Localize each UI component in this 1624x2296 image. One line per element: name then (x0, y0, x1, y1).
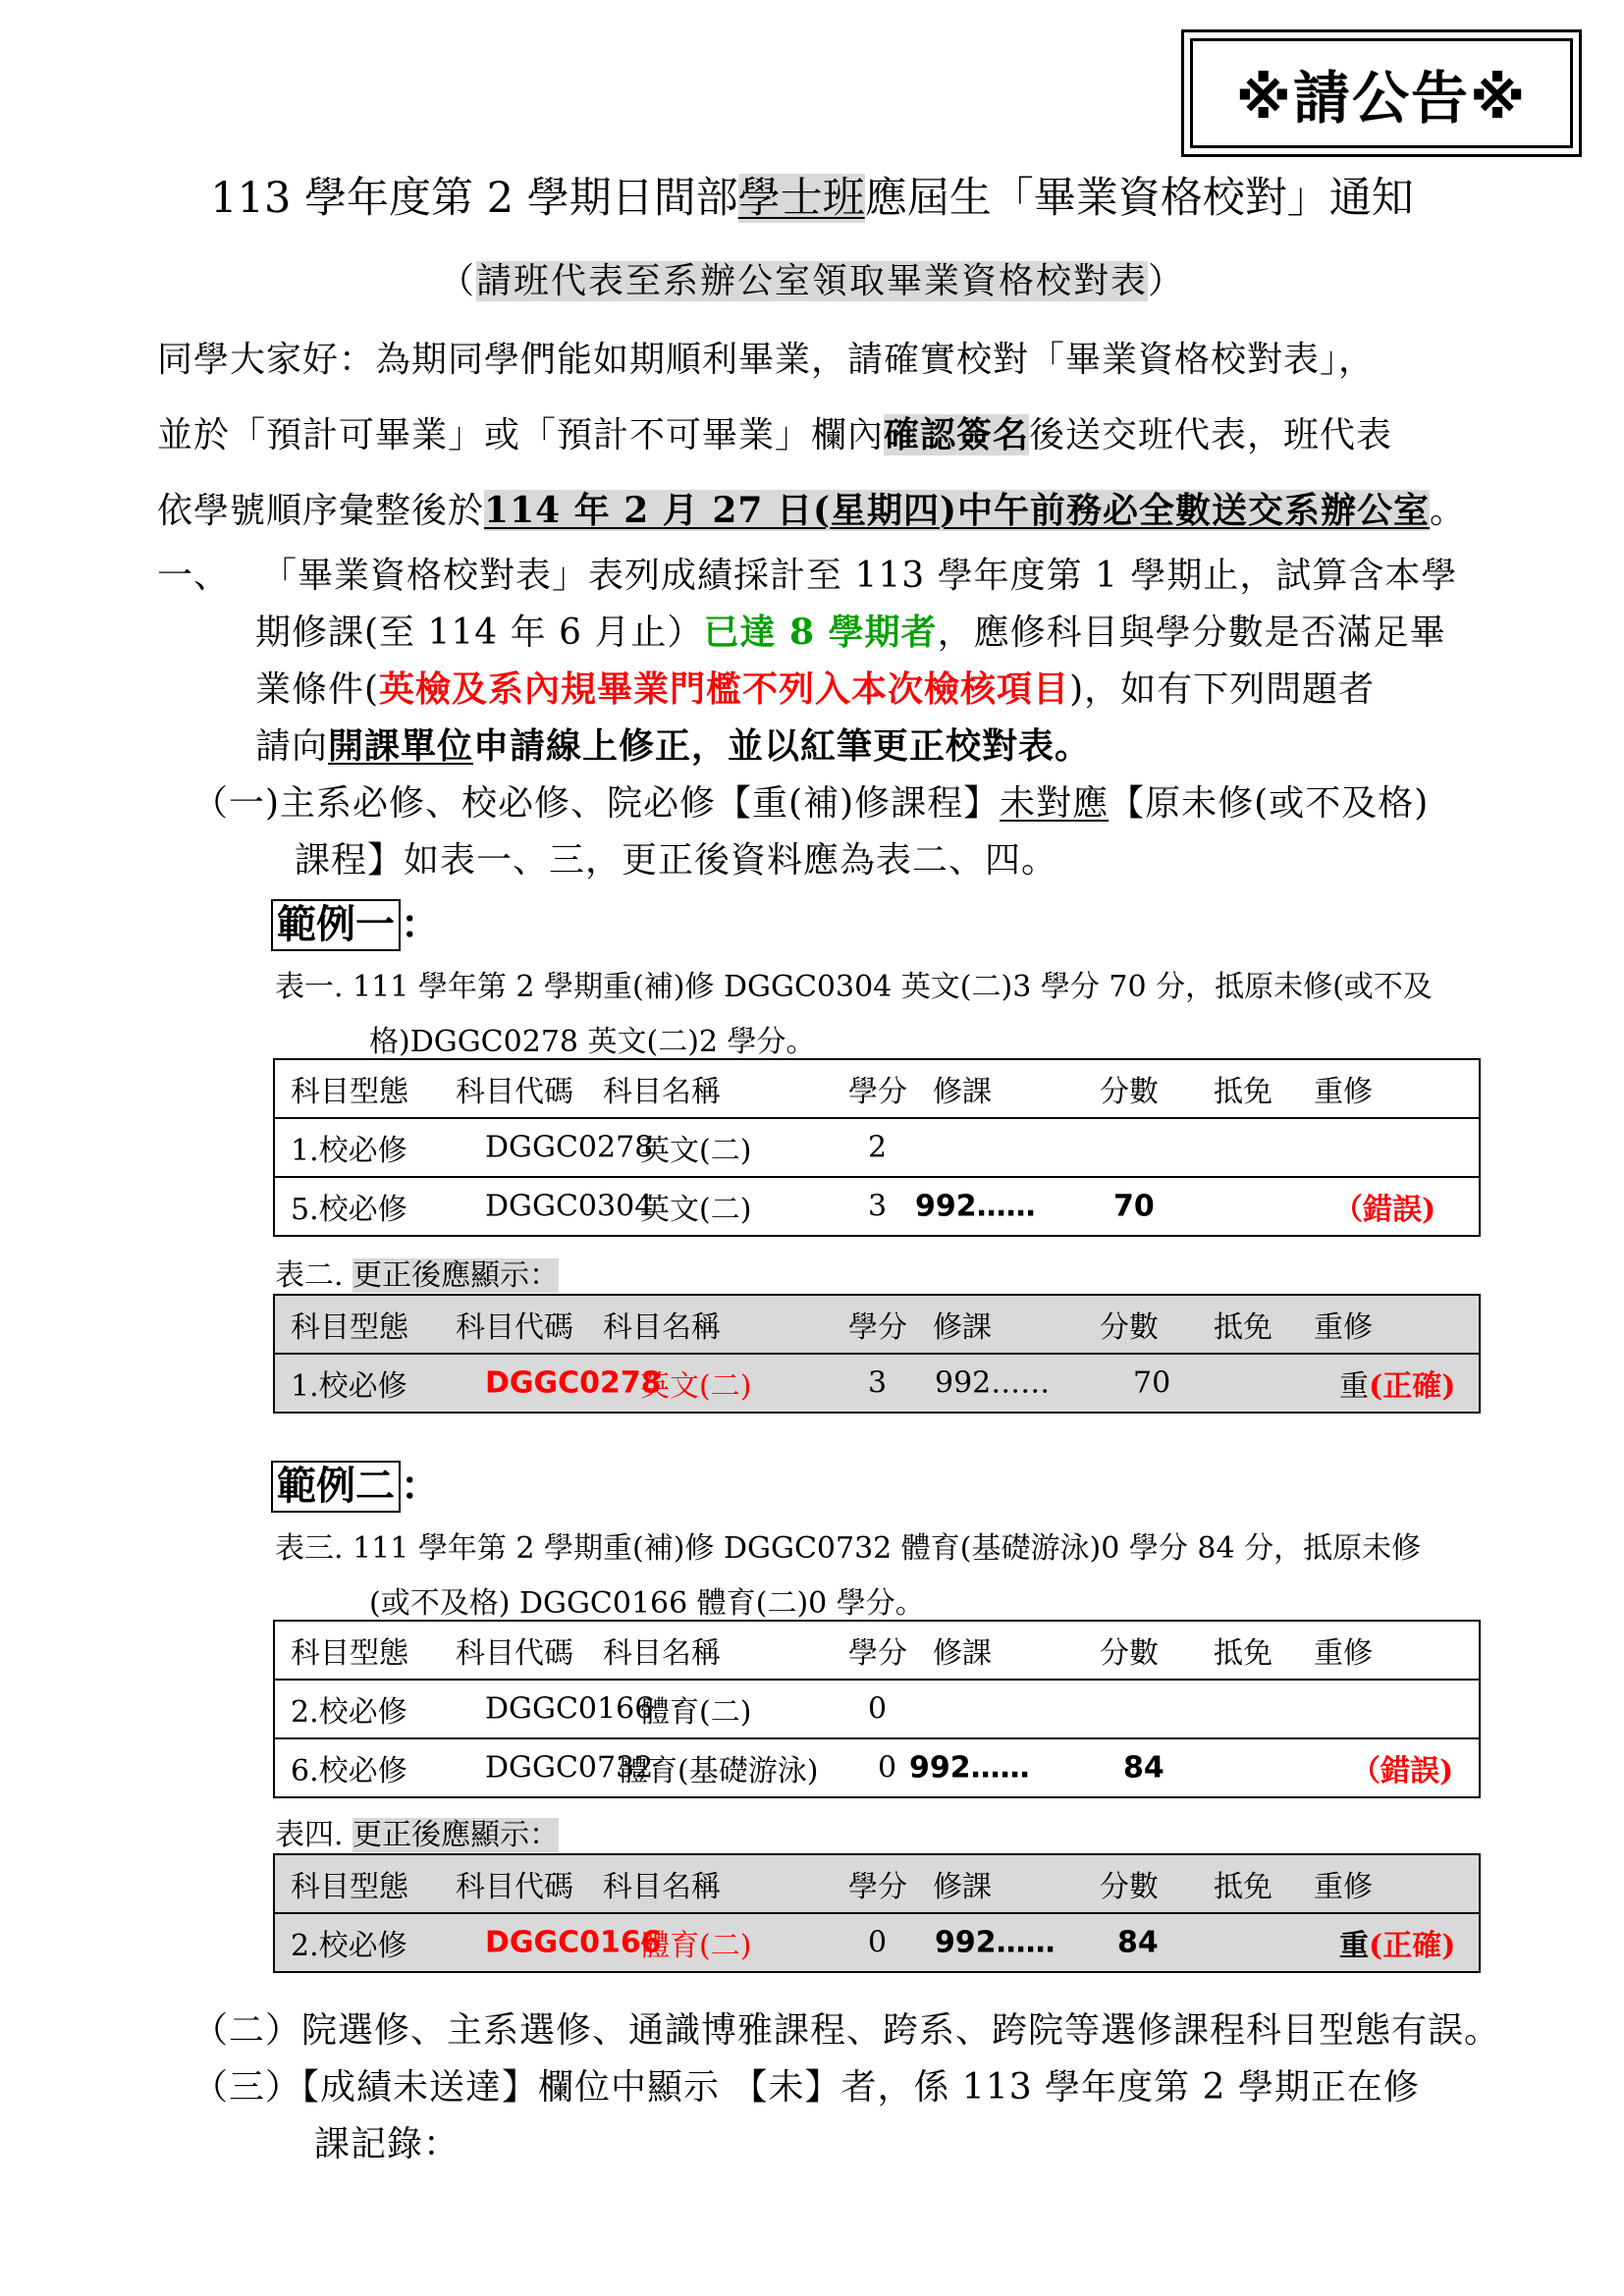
col-header-name: 科目名稱 (603, 1870, 721, 1904)
table1-caption-2: 格)DGGC0278 英文(二)2 學分。 (369, 1025, 816, 1059)
intro-l3-pre: 依學號順序彙整後於 (157, 491, 485, 531)
table-cell (274, 1059, 1480, 1118)
cell-code-corrected: DGGC0278 (485, 1365, 662, 1401)
item1-line-2: 課程】如表一、三，更正後資料應為表二、四。 (295, 840, 1058, 881)
cell-retake-error: （錯誤) (1333, 1193, 1436, 1227)
col-header-score: 分數 (1100, 1870, 1159, 1904)
cell-retake (1339, 1921, 1455, 1964)
table-cell (274, 1118, 1480, 1177)
col-header-credit: 學分 (848, 1870, 907, 1904)
section1-line-3 (255, 662, 1375, 712)
col-header-code: 科目代碼 (456, 1310, 573, 1345)
example2-colon: ： (401, 1463, 440, 1509)
col-header-retake: 重修 (1314, 1310, 1373, 1345)
intro-confirm-sign: 確認簽名 (884, 414, 1030, 455)
table2-caption-text: 更正後應顯示： (352, 1258, 560, 1293)
table-row (274, 1118, 1480, 1177)
cell-name: 英文(二) (640, 1134, 752, 1168)
item2-line: （二）院選修、主系選修、通識博雅課程、跨系、跨院等選修課程科目型態有誤。 (192, 2010, 1501, 2051)
example1-label-text: 範例一 (271, 899, 401, 951)
cell-retake (1339, 1362, 1455, 1405)
cell-retake-correct: (正確) (1369, 1369, 1456, 1404)
cell-credit: 2 (868, 1130, 888, 1165)
cell-score: 70 (1113, 1189, 1155, 1224)
col-header-waiver: 抵免 (1214, 1870, 1272, 1904)
table-3 (273, 1620, 1481, 1798)
cell-course: 992…… (915, 1189, 1036, 1224)
item1-not-mapped: 未對應 (1000, 783, 1110, 824)
section1-line-2 (255, 605, 1446, 655)
col-header-code: 科目代碼 (456, 1870, 573, 1904)
table3-caption-2: (或不及格) DGGC0166 體育(二)0 學分。 (369, 1586, 925, 1621)
section1-course-unit: 開課單位 (328, 725, 474, 767)
intro-l3-post: 。 (1430, 491, 1467, 531)
subtitle-text: 請班代表至系辦公室領取畢業資格校對表 (475, 261, 1148, 301)
intro-l2-post: 後送交班代表，班代表 (1029, 415, 1393, 455)
subtitle-open: （ (438, 261, 476, 301)
cell-name: 體育(基礎游泳) (619, 1754, 819, 1789)
cell-code-corrected: DGGC0166 (485, 1925, 662, 1960)
example2-label-text: 範例二 (271, 1461, 401, 1513)
table-cell (274, 1913, 1480, 1972)
item1-l1-pre: （一)主系必修、校必修、院必修【重(補)修課程】 (192, 783, 1001, 824)
col-header-course: 修課 (933, 1636, 992, 1671)
cell-name: 英文(二) (640, 1193, 752, 1227)
col-header-score: 分數 (1100, 1075, 1159, 1109)
table-row (274, 1913, 1480, 1972)
table-header-row (274, 1854, 1480, 1913)
col-header-course: 修課 (933, 1075, 992, 1109)
table2-caption (275, 1251, 559, 1294)
table-row (274, 1177, 1480, 1236)
cell-course: 992…… (935, 1365, 1051, 1401)
cell-score: 70 (1133, 1365, 1171, 1401)
page-subtitle (0, 253, 1624, 303)
col-header-code: 科目代碼 (456, 1075, 573, 1109)
col-header-credit: 學分 (848, 1636, 907, 1671)
table-row (274, 1680, 1480, 1738)
intro-l2-pre: 並於「預計可畢業」或「預計不可畢業」欄內 (157, 415, 885, 455)
cell-credit: 0 (868, 1691, 888, 1727)
col-header-credit: 學分 (848, 1075, 907, 1109)
title-pre: 113 學年度第 2 學期日間部 (210, 174, 738, 223)
col-header-score: 分數 (1100, 1636, 1159, 1671)
table-cell (274, 1354, 1480, 1413)
table-cell (274, 1738, 1480, 1797)
col-header-name: 科目名稱 (603, 1075, 721, 1109)
cell-course: 992…… (935, 1925, 1056, 1960)
example2-label (271, 1455, 440, 1511)
section1-marker: 一、 (157, 556, 231, 596)
table-2 (273, 1294, 1481, 1414)
col-header-code: 科目代碼 (456, 1636, 573, 1671)
cell-retake-correct: (正確) (1369, 1929, 1456, 1963)
cell-retake-error: （錯誤) (1351, 1754, 1454, 1789)
col-header-retake: 重修 (1314, 1870, 1373, 1904)
table-header-row (274, 1621, 1480, 1680)
page-title (0, 165, 1624, 225)
cell-credit: 0 (878, 1750, 897, 1786)
section1-l4-pre: 請向 (255, 726, 329, 767)
intro-deadline: 114 年 2 月 27 日(星期四)中午前務必全數送交系辦公室 (484, 490, 1431, 531)
table-header-row (274, 1295, 1480, 1354)
cell-type: 2.校必修 (291, 1695, 407, 1730)
section1-8-semesters: 已達 8 學期者 (703, 612, 938, 653)
title-post: 應屆生「畢業資格校對」通知 (864, 174, 1414, 223)
cell-retake-pre: 重 (1339, 1369, 1369, 1404)
cell-type: 5.校必修 (291, 1193, 407, 1227)
cell-code: DGGC0304 (485, 1189, 654, 1224)
table1-caption-1: 表一. 111 學年第 2 學期重(補)修 DGGC0304 英文(二)3 學分 70 分，抵原未修(或不及 (275, 970, 1433, 1004)
col-header-name: 科目名稱 (603, 1636, 721, 1671)
cell-code: DGGC0732 (485, 1750, 654, 1786)
section1-l2-post: ，應修科目與學分數是否滿足畢 (937, 613, 1446, 653)
intro-line-3 (157, 483, 1466, 533)
section1-l3-pre: 業條件( (255, 669, 380, 710)
col-header-credit: 學分 (848, 1310, 907, 1345)
cell-credit: 3 (868, 1365, 888, 1401)
col-header-type: 科目型態 (291, 1870, 408, 1904)
cell-code: DGGC0278 (485, 1130, 654, 1165)
table4-caption-pre: 表四. (275, 1818, 344, 1852)
table-1 (273, 1058, 1481, 1237)
cell-code: DGGC0166 (485, 1691, 654, 1727)
table4-caption (275, 1810, 559, 1853)
section1-l2-pre: 期修課(至 114 年 6 月止） (255, 613, 704, 653)
col-header-score: 分數 (1100, 1310, 1159, 1345)
cell-type: 1.校必修 (291, 1134, 407, 1168)
col-header-course: 修課 (933, 1310, 992, 1345)
cell-score: 84 (1123, 1750, 1164, 1786)
section1-l4-post: 申請線上修正，並以紅筆更正校對表。 (473, 725, 1092, 767)
section1-line-4 (255, 719, 1091, 769)
cell-course: 992…… (909, 1750, 1030, 1786)
table-cell (274, 1680, 1480, 1738)
table-cell (274, 1854, 1480, 1913)
table-cell (274, 1177, 1480, 1236)
subtitle-close: ） (1148, 261, 1186, 301)
col-header-type: 科目型態 (291, 1636, 408, 1671)
cell-retake-pre: 重 (1339, 1929, 1369, 1963)
intro-line-1: 同學大家好：為期同學們能如期順利畢業，請確實校對「畢業資格校對表」， (157, 340, 1376, 380)
example1-colon: ： (401, 901, 440, 947)
example1-label (271, 893, 440, 949)
item3-line-1: （三）【成績未送達】欄位中顯示 【未】者，係 113 學年度第 2 學期正在修 (192, 2067, 1420, 2108)
col-header-type: 科目型態 (291, 1075, 408, 1109)
intro-line-2 (157, 407, 1392, 457)
table2-caption-pre: 表二. (275, 1258, 344, 1293)
cell-name: 體育(二) (640, 1695, 752, 1730)
cell-credit: 3 (868, 1189, 888, 1224)
notice-text: ※請公告※ (1190, 38, 1573, 148)
table-row (274, 1354, 1480, 1413)
section1-l3-post: )，如有下列問題者 (1069, 669, 1376, 710)
cell-type: 2.校必修 (291, 1929, 407, 1963)
col-header-waiver: 抵免 (1214, 1075, 1272, 1109)
col-header-retake: 重修 (1314, 1636, 1373, 1671)
table-cell (274, 1295, 1480, 1354)
item1-line-1 (192, 775, 1429, 826)
table-cell (274, 1621, 1480, 1680)
cell-score: 84 (1117, 1925, 1159, 1960)
col-header-course: 修課 (933, 1870, 992, 1904)
col-header-waiver: 抵免 (1214, 1310, 1272, 1345)
col-header-type: 科目型態 (291, 1310, 408, 1345)
table-4 (273, 1853, 1481, 1973)
table-header-row (274, 1059, 1480, 1118)
section1-excluded-items: 英檢及系內規畢業門檻不列入本次檢核項目 (379, 668, 1070, 710)
cell-type: 1.校必修 (291, 1369, 407, 1404)
table-row (274, 1738, 1480, 1797)
col-header-retake: 重修 (1314, 1075, 1373, 1109)
table3-caption-1: 表三. 111 學年第 2 學期重(補)修 DGGC0732 體育(基礎游泳)0 學分 84 分，抵原未修 (275, 1531, 1422, 1566)
notice-box (1181, 29, 1582, 157)
col-header-waiver: 抵免 (1214, 1636, 1272, 1671)
section1-line-1: 「畢業資格校對表」表列成績採計至 113 學年度第 1 學期止，試算含本學 (261, 556, 1458, 596)
item1-l1-post: 【原未修(或不及格) (1109, 783, 1430, 824)
item3-line-2: 課記錄： (314, 2124, 460, 2164)
cell-name-corrected: 英文(二) (640, 1369, 752, 1404)
cell-type: 6.校必修 (291, 1754, 407, 1789)
col-header-name: 科目名稱 (603, 1310, 721, 1345)
cell-name-corrected: 體育(二) (640, 1929, 752, 1963)
cell-credit: 0 (868, 1925, 888, 1960)
table4-caption-text: 更正後應顯示： (352, 1818, 560, 1852)
title-highlight: 學士班 (737, 174, 865, 223)
